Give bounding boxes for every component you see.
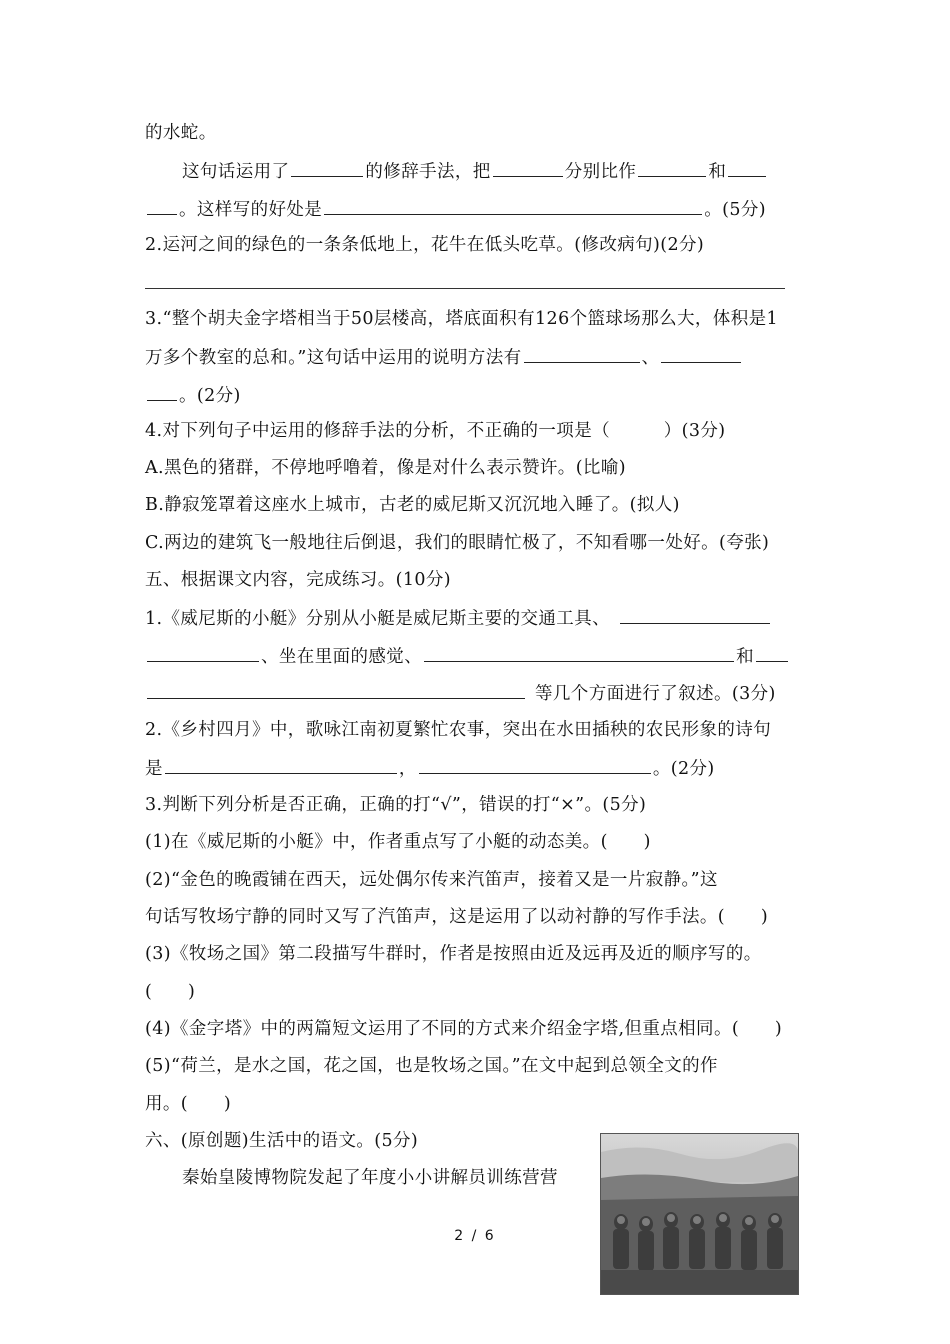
- text-line: 的水蛇。: [145, 123, 217, 143]
- answer-blank[interactable]: [165, 755, 397, 774]
- question-2: 2.运河之间的绿色的一条条低地上，花牛在低头吃草。(修改病句)(2分): [145, 235, 705, 255]
- section-5-heading: 五、根据课文内容，完成练习。(10分): [145, 570, 452, 590]
- question-3: 3.“整个胡夫金字塔相当于50层楼高，塔底面积有126个篮球场那么大，体积是1: [145, 309, 779, 329]
- answer-blank[interactable]: [424, 643, 734, 662]
- answer-blank[interactable]: [638, 158, 706, 177]
- question-3-continued: 万多个教室的总和。”这句话中运用的说明方法有 、: [145, 344, 743, 370]
- judgement-1[interactable]: (1)在《威尼斯的小艇》中，作者重点写了小艇的动态美。( ): [145, 832, 651, 852]
- answer-blank[interactable]: [728, 158, 766, 177]
- judgement-4[interactable]: (4)《金字塔》中的两篇短文运用了不同的方式来介绍金字塔,但重点相同。( ): [145, 1019, 783, 1039]
- answer-blank[interactable]: [661, 344, 741, 363]
- judgement-2-continued[interactable]: 句话写牧场宁静的同时又写了汽笛声，这是运用了以动衬静的写作手法。( ): [145, 907, 769, 927]
- question-4: 4.对下列句子中运用的修辞手法的分析，不正确的一项是（ ）(3分): [145, 421, 726, 441]
- judgement-2: (2)“金色的晚霞铺在西天，远处偶尔传来汽笛声，接着又是一片寂静。”这: [145, 870, 718, 890]
- answer-blank[interactable]: [147, 680, 525, 699]
- question-1-continued: 。这样写的好处是 。(5分): [145, 196, 766, 222]
- section-5-question-2: 2.《乡村四月》中，歌咏江南初夏繁忙农事，突出在水田插秧的农民形象的诗句: [145, 720, 772, 740]
- terracotta-warriors-photo: [600, 1133, 799, 1295]
- option-c: C.两边的建筑飞一般地往后倒退，我们的眼睛忙极了，不知看哪一处好。(夸张): [145, 533, 770, 553]
- terracotta-warriors-image: [601, 1134, 798, 1294]
- section-6-heading: 六、(原创题)生活中的语文。(5分): [145, 1131, 419, 1151]
- answer-blank[interactable]: [620, 605, 770, 624]
- answer-blank[interactable]: [524, 344, 640, 363]
- page-number: 2 / 6: [454, 1228, 496, 1244]
- section-5-question-2-continued: 是 ， 。(2分): [145, 755, 715, 781]
- judgement-3-bracket[interactable]: ( ): [145, 982, 196, 1002]
- section-5-question-1-end: 等几个方面进行了叙述。(3分): [145, 680, 776, 706]
- judgement-5-continued[interactable]: 用。( ): [145, 1094, 232, 1114]
- option-b: B.静寂笼罩着这座水上城市，古老的威尼斯又沉沉地入睡了。(拟人): [145, 495, 680, 515]
- section-6-text: 秦始皇陵博物院发起了年度小小讲解员训练营营: [182, 1168, 558, 1188]
- section-5-question-1-continued: 、坐在里面的感觉、 和: [145, 643, 790, 669]
- section-5-question-3: 3.判断下列分析是否正确，正确的打“√”，错误的打“×”。(5分): [145, 795, 647, 815]
- answer-blank[interactable]: [324, 196, 702, 215]
- answer-blank[interactable]: [756, 643, 788, 662]
- answer-blank[interactable]: [419, 755, 651, 774]
- option-a: A.黑色的猪群，不停地呼噜着，像是对什么表示赞许。(比喻): [145, 458, 626, 478]
- question-3-end: 。(2分): [145, 382, 241, 408]
- answer-blank[interactable]: [291, 158, 363, 177]
- answer-blank[interactable]: [147, 643, 259, 662]
- judgement-5: (5)“荷兰，是水之国，花之国，也是牧场之国。”在文中起到总领全文的作: [145, 1056, 718, 1076]
- answer-blank[interactable]: [147, 382, 177, 401]
- answer-line[interactable]: [145, 288, 785, 289]
- judgement-3: (3)《牧场之国》第二段描写牛群时，作者是按照由近及远再及近的顺序写的。: [145, 944, 762, 964]
- answer-blank[interactable]: [493, 158, 563, 177]
- answer-blank[interactable]: [147, 196, 177, 215]
- section-5-question-1: 1.《威尼斯的小艇》分别从小艇是威尼斯主要的交通工具、: [145, 605, 772, 631]
- question-1-sentence: 这句话运用了 的修辞手法，把 分别比作 和: [182, 158, 768, 184]
